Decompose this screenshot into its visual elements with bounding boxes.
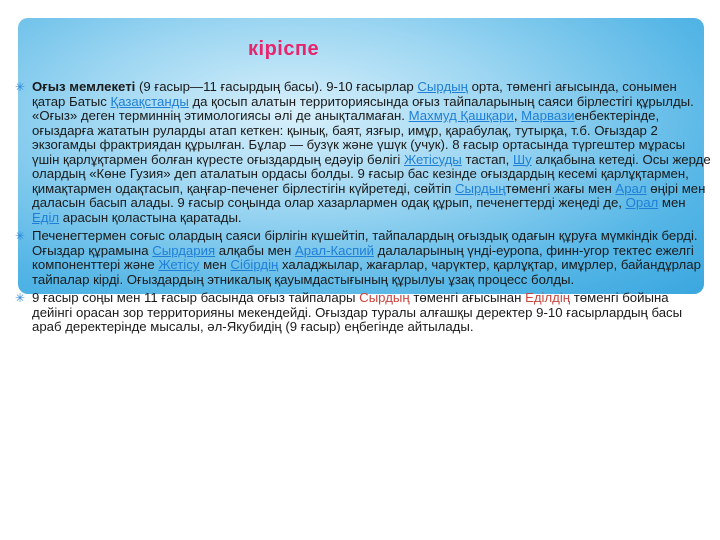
text: өңірі мен даласын басып алады. 9 ғасыр соңында олар хазарлармен одақ құрып, печенегтерді жеңеді де, bbox=[32, 180, 706, 210]
text: Печенегтермен соғыс олардың саяси бірлігін күшейтіп, тайпалардың оғыздық одағын құруға мүмкіндік берді. Оғыздар құрамына bbox=[32, 228, 698, 258]
link-zhetisu[interactable]: Жетісуды bbox=[403, 151, 462, 167]
text: далаларының үнді-еуропа, финн-угор тектес ежелгі компоненттері және bbox=[32, 242, 694, 272]
text: алқабы мен bbox=[215, 242, 295, 258]
slide-content bbox=[12, 80, 712, 339]
link-zhetisu-2[interactable]: Жетісу bbox=[158, 257, 200, 272]
paragraph-3 bbox=[12, 291, 712, 335]
text: орта, төменгі ағысында, сонымен қатар Батыс bbox=[32, 79, 677, 109]
text: мен bbox=[658, 195, 686, 210]
text: төменгі жағы мен bbox=[505, 180, 616, 196]
link-edil[interactable]: Еділ bbox=[32, 209, 60, 225]
link-oral[interactable]: Орал bbox=[625, 195, 659, 210]
link-syrdyn[interactable]: Сырдың bbox=[417, 79, 468, 94]
text: (9 ғасыр—11 ғасырдың басы). 9-10 ғасырлар bbox=[135, 79, 418, 94]
link-siberia[interactable]: Сібірдің bbox=[230, 257, 279, 272]
link-shu[interactable]: Шу bbox=[512, 151, 532, 167]
link-marvazi[interactable]: Марвази bbox=[521, 108, 575, 123]
text: 9 ғасыр соңы мен 11 ғасыр басында оғыз тайпалары bbox=[32, 290, 360, 305]
paragraph-2 bbox=[12, 229, 712, 287]
link-syrdyn-3[interactable]: Сырдың bbox=[359, 290, 410, 305]
bullet-icon: ✳ bbox=[15, 291, 26, 305]
text: халаджылар, жағарлар, чарүктер, қарлұқтар, имұрлер, байандұрлар тайпалар кірді. Оғыздардың этникалық қауымдастығының құрылуы ұзақ процесс болды. bbox=[32, 257, 701, 287]
text: мен bbox=[199, 257, 231, 272]
text: енбектерінде, оғыздарға жататын руларды атап кеткен: қынық, баят, язғыр, имұр, қарабулақ, тутырқа, т.б. Оғыздар 2 экзогамды фрактриядан құрылған. Бұлар — бузүк және үшүк (учук). 8 ғасыр ортасында түргештер мұрасы үшін қарлұқтармен болған күресте оғыздардың едәуір бөлігі bbox=[32, 108, 686, 167]
link-aral-caspian[interactable]: Арал-Каспий bbox=[294, 242, 374, 258]
slide-title: кіріспе bbox=[248, 38, 320, 60]
text: , bbox=[513, 108, 522, 123]
link-edildin[interactable]: Еділдің bbox=[525, 290, 571, 305]
link-syrdaria[interactable]: Сырдария bbox=[152, 242, 216, 258]
text: төменгі бойына дейінгі орасан зор территорияны мекендейді. Оғыздар туралы алғашқы деректер 9-10 ғасырлардың басы араб деректерінде мысалы, әл-Якубидің (9 ғасыр) еңбегінде айтылады. bbox=[32, 290, 683, 334]
bullet-icon: ✳ bbox=[15, 229, 26, 243]
text: да қосып алатын территориясында оғыз тайпаларының саяси бірлестігі құрылды. «Оғыз» деген терминнің этимологиясы әлі де анықталмаған. bbox=[32, 93, 694, 123]
bullet-icon: ✳ bbox=[15, 80, 26, 94]
link-aral[interactable]: Арал bbox=[615, 180, 647, 196]
link-mahmud-kashkari[interactable]: Махмуд Қашқари bbox=[408, 108, 514, 123]
text: төменгі ағысынан bbox=[409, 290, 526, 305]
text: тастап, bbox=[461, 151, 513, 167]
text: арасын қоластына қаратады. bbox=[59, 209, 242, 225]
link-kazakhstan[interactable]: Қазақстанды bbox=[110, 93, 189, 109]
link-syrdyn-2[interactable]: Сырдың bbox=[454, 180, 506, 196]
text: алқабына кетеді. Осы жерде олардың «Көне Гузия» деп аталатын ордасы болды. 9 ғасыр бас кезінде оғыздардың кесемі қарлұқтармен, қимақтармен одақтасып, қаңғар-печенег бірлестігін күйретеді, сөйтіп bbox=[32, 151, 711, 196]
paragraph-1 bbox=[12, 80, 712, 225]
term-oghuz-state: Оғыз мемлекеті bbox=[32, 79, 136, 94]
